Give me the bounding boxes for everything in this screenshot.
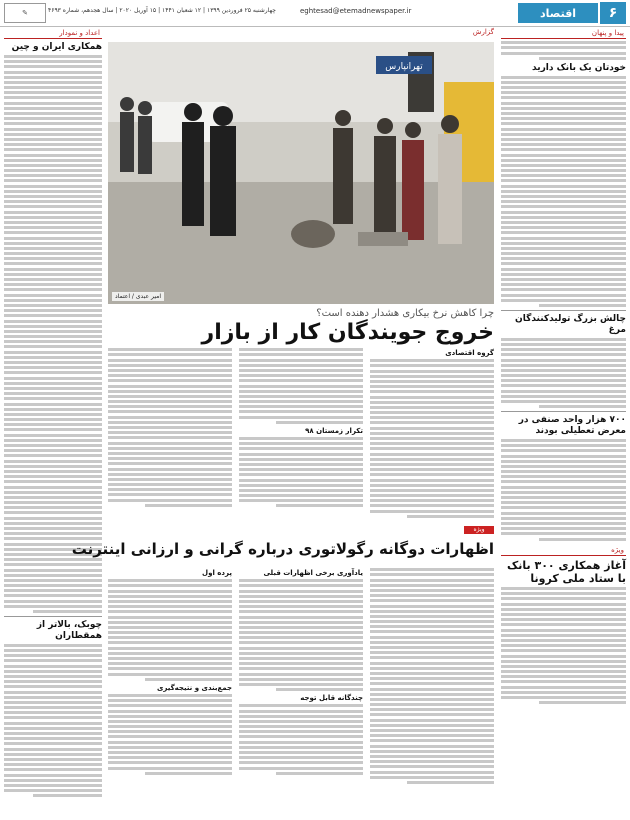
page-number: ۶ xyxy=(600,2,626,24)
lead-photo xyxy=(108,42,494,304)
lead-column-3 xyxy=(108,346,232,524)
lead-column-2 xyxy=(239,346,363,524)
right-column xyxy=(501,28,626,818)
page-header xyxy=(0,0,630,27)
left-column-tag: اعداد و نمودار xyxy=(4,28,102,39)
left-story2-text xyxy=(4,644,102,797)
second-story-tag: ویژه xyxy=(464,526,494,534)
second-column-3 xyxy=(108,566,232,816)
newspaper-logo: ✎ xyxy=(4,3,46,23)
right-intro-text xyxy=(501,41,626,60)
lead-headline: خروج جویندگان کار از بازار xyxy=(201,320,494,345)
second-story xyxy=(71,526,494,818)
right-story2-text xyxy=(501,338,626,408)
second-column-2 xyxy=(239,566,363,816)
lead-column-1 xyxy=(370,346,494,524)
right-story2-title: چالش بزرگ تولیدکنندگان مرغ xyxy=(515,313,626,335)
street-scene-illustration xyxy=(108,42,494,304)
right-story3-title: ۷۰۰ هزار واحد صنفی در معرض تعطیلی بودند xyxy=(518,415,626,436)
second-subheading-4: جمع‌بندی و نتیجه‌گیری xyxy=(156,683,232,692)
right-story1-title: خودتان یک بانک دارید xyxy=(532,62,626,73)
section-label: اقتصاد xyxy=(518,3,598,23)
photo-caption: امیر عبدی / اعتماد xyxy=(112,292,164,301)
second-subheading-2: چندگانه قابل توجه xyxy=(300,694,363,703)
lead-subhead: چرا کاهش نرخ بیکاری هشدار دهنده است؟ xyxy=(316,308,494,319)
right-column-tag: پیدا و پنهان xyxy=(501,28,626,39)
right-story4-text xyxy=(501,587,626,704)
left-story1-text xyxy=(4,55,102,613)
left-story1-title: همکاری ایران و چین xyxy=(11,42,102,52)
left-story2-title: چوبک، بالاتر از همقطاران xyxy=(36,620,102,641)
right-story3-text xyxy=(501,439,626,541)
site-address: eghtesad@etemadnewspaper.ir xyxy=(300,7,412,15)
second-subheading-1: یادآوری برخی اظهارات قبلی xyxy=(263,569,363,577)
second-column-1 xyxy=(370,566,494,816)
lead-subheading-1: تکرار زمستان ۹۸ xyxy=(305,426,363,435)
dateline: چهارشنبه ۲۵ فروردین ۱۳۹۹ | ۱۲ شعبان ۱۴۴۱ | ۱۵ آوریل ۲۰۲۰ | سال هجدهم، شماره ۴۶۹۳ xyxy=(48,7,276,14)
lead-article-body xyxy=(108,346,494,524)
right-column-tag2: ویژه xyxy=(501,545,626,556)
right-story1-text xyxy=(501,76,626,307)
second-story-headline: اظهارات دوگانه رگولاتوری درباره گرانی و ارزانی اینترنت xyxy=(71,540,494,558)
left-column xyxy=(4,28,102,818)
lead-byline: گروه اقتصادی xyxy=(445,349,494,357)
right-story4-title: آغاز همکاری ۳۰۰ بانک با ستاد ملی کرونا xyxy=(507,558,626,585)
street-sign-text: تهرانپارس xyxy=(385,62,423,72)
lead-kicker: گزارش xyxy=(472,28,494,36)
second-subheading-3: پرده اول xyxy=(202,569,232,577)
